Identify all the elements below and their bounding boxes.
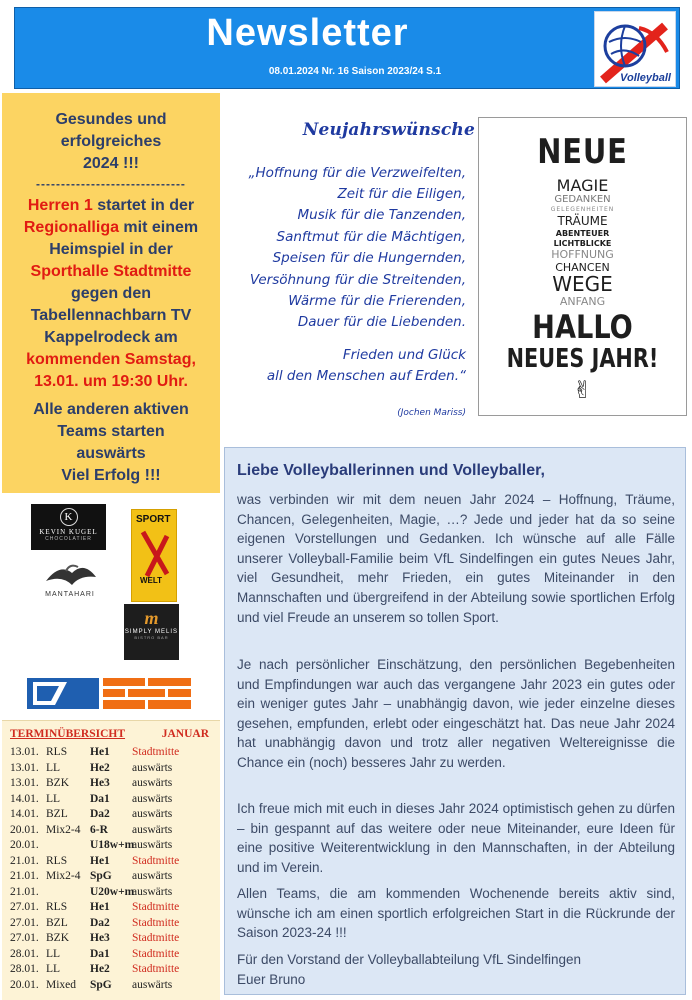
poster-word: NEUES JAHR! (506, 344, 659, 374)
schedule-team: He1 (90, 854, 110, 867)
letter-signature: Für den Vorstand der Volleyballabteilung VfL Sindelfingen (237, 952, 581, 967)
kugel-mark: K (60, 508, 78, 526)
closing-line: auswärts (76, 445, 146, 462)
announcement-line (2, 195, 220, 217)
poster-word: ABENTEUER (555, 229, 610, 238)
schedule-date: 14.01. (10, 808, 39, 820)
poster-word: HOFFNUNG (551, 248, 614, 261)
schedule-row (10, 762, 220, 777)
poster-word: CHANCEN (555, 261, 610, 274)
sponsor-sub: CHOCOLATIER (45, 536, 92, 542)
schedule-date: 14.01. (10, 792, 39, 805)
schedule-team: SpG (90, 870, 112, 882)
poem-line: Wärme für die Frierenden, (288, 293, 466, 309)
letter-paragraph: Allen Teams, die am kommenden Wochenende bereits aktiv sind, wünsche ich am einen sportlich erfolgreichen Start in die Rückrunde der Saison 2023-24 !!! (237, 886, 675, 941)
schedule-team: U18w+m (90, 839, 135, 851)
letter-signature: Euer Bruno (237, 972, 306, 987)
announcement-line (2, 305, 220, 327)
poem-line: Musik für die Tanzenden, (297, 207, 466, 223)
announcement-box (2, 93, 220, 493)
announcement-segment: Heimspiel in der (49, 241, 173, 258)
manta-icon (40, 559, 100, 589)
schedule-league: BZL (46, 808, 68, 820)
newsletter-header (14, 7, 680, 89)
schedule-date: 20.01. (10, 978, 39, 991)
schedule-league: BZL (46, 916, 68, 929)
schedule-date: 21.01. (10, 885, 39, 898)
logo-label: Volleyball (620, 72, 671, 84)
schedule-row (10, 870, 220, 885)
letter-greeting: Liebe Volleyballerinnen und Volleyballer, (237, 462, 545, 479)
schedule-league: LL (46, 947, 61, 960)
poem-line: „Hoffnung für die Verzweifelten, (248, 165, 466, 181)
schedule-row (10, 839, 220, 854)
new-year-poster (478, 117, 687, 416)
poster-word: GELEGENHEITEN (550, 206, 615, 213)
poem-line: Speisen für die Hungernden, (272, 250, 466, 266)
announcement-line (2, 239, 220, 261)
schedule-row (10, 808, 220, 823)
schedule-row (10, 948, 220, 963)
announcement-segment: Herren 1 (27, 197, 93, 214)
schedule-row (10, 886, 220, 901)
poem-author: (Jochen Mariss) (397, 408, 466, 418)
schedule-row (10, 932, 220, 947)
melis-mark: m (144, 608, 159, 628)
schedule-location: auswärts (132, 885, 173, 898)
poem-line: Zeit für die Eiligen, (337, 186, 466, 202)
schedule-location: Stadtmitte (132, 963, 180, 975)
letter-panel (224, 447, 686, 995)
sponsor-name: SPORT (136, 514, 171, 525)
schedule-location: Stadtmitte (132, 916, 180, 929)
schedule-league: RLS (46, 901, 68, 913)
schedule-location: Stadtmitte (132, 932, 180, 944)
announcement-line (2, 349, 220, 371)
schedule-team: SpG (90, 978, 112, 991)
schedule-location: auswärts (132, 839, 173, 851)
schedule-league: Mixed (46, 978, 77, 991)
poster-word: MAGIE (556, 176, 609, 195)
schedule-date: 28.01. (10, 963, 39, 975)
sponsor-name: MANTAHARI (45, 591, 95, 598)
announcement-line (2, 371, 220, 393)
schedule-league: LL (46, 963, 61, 975)
poster-word: LICHTBLICKE (553, 239, 612, 248)
schedule-row (10, 979, 220, 994)
poem-line: Versöhnung für die Streitenden, (249, 272, 466, 288)
closing-line: Viel Erfolg !!! (61, 467, 161, 484)
schedule-league: LL (46, 792, 61, 805)
sponsor-mantahari (36, 559, 104, 605)
schedule-date: 13.01. (10, 746, 39, 758)
sponsor-name: KEVIN KUGEL (39, 528, 98, 536)
poster-word: WEGE (552, 272, 613, 296)
match-announcement (2, 195, 220, 393)
schedule-team: He2 (90, 761, 110, 774)
schedule-panel (2, 720, 220, 1000)
schedule-league: BZK (46, 777, 69, 789)
schedule-date: 20.01. (10, 839, 39, 851)
schedule-row (10, 746, 220, 761)
schedule-league: Mix2-4 (46, 823, 81, 836)
schedule-date: 27.01. (10, 901, 39, 913)
schedule-date: 20.01. (10, 823, 39, 836)
poem-line: all den Menschen auf Erden.“ (266, 368, 466, 384)
poem-line: Sanftmut für die Mächtigen, (276, 229, 466, 245)
poster-word: HALLO (532, 308, 633, 346)
schedule-team: U20w+m (90, 885, 135, 898)
club-logo (594, 11, 676, 87)
headline-line: Gesundes und (55, 111, 167, 128)
schedule-row (10, 963, 220, 978)
announcement-segment: 13.01. um 19:30 Uhr. (34, 373, 188, 390)
schedule-row (10, 901, 220, 916)
schedule-league: LL (46, 761, 61, 774)
schedule-location: auswärts (132, 761, 173, 774)
schedule-league: RLS (46, 854, 68, 867)
poster-word: GEDANKEN (554, 194, 611, 205)
schedule-team: He2 (90, 963, 110, 975)
schedule-row (10, 824, 220, 839)
schedule-team: Da1 (90, 792, 110, 805)
divider: ------------------------------ (36, 177, 186, 191)
sponsor-kevin-kugel (31, 504, 106, 550)
announcement-segment: startet in der (92, 197, 195, 214)
schedule-team: He1 (90, 901, 110, 913)
schedule-row (10, 855, 220, 870)
announcement-segment: Tabellennachbarn TV (30, 307, 192, 324)
sponsor-simply-melis (124, 604, 179, 660)
poem-line: Frieden und Glück (342, 347, 466, 363)
schedule-month: JANUAR (161, 728, 209, 740)
announcement-segment: mit einem (118, 219, 199, 236)
schedule-location: auswärts (132, 808, 173, 820)
schedule-league: Mix2-4 (46, 870, 81, 882)
announcement-line (2, 283, 220, 305)
schedule-team: He3 (90, 777, 110, 789)
schedule-league: BZK (46, 932, 69, 944)
headline-line: 2024 !!! (82, 155, 140, 172)
letter-paragraph: Ich freue mich mit euch in dieses Jahr 2024 optimistisch gehen zu dürfen – bin gespannt auf das weitere oder neue Miteinander, eure Ideen für eine positive Weiterentwicklung in den Mannschaften, in der Abteilung und im Verein. (237, 801, 675, 875)
schedule-location: auswärts (132, 777, 173, 789)
schedule-team: He1 (90, 746, 110, 758)
sponsor-volksbank (27, 678, 191, 709)
schedule-date: 21.01. (10, 870, 39, 882)
schedule-date: 13.01. (10, 761, 39, 774)
schedule-row (10, 793, 220, 808)
schedule-location: Stadtmitte (132, 854, 180, 867)
schedule-team: He3 (90, 932, 110, 944)
volksbank-logo-icon (27, 678, 191, 709)
schedule-league: RLS (46, 746, 68, 758)
schedule-location: auswärts (132, 792, 173, 805)
announcement-segment: kommenden Samstag, (26, 351, 196, 368)
schedule-date: 28.01. (10, 947, 39, 960)
closing-line: Alle anderen aktiven (33, 401, 189, 418)
sponsor-sub: WELT (140, 576, 163, 585)
schedule-row (10, 917, 220, 932)
schedule-team: Da1 (90, 947, 110, 960)
sponsor-sub: BISTRO BAR (134, 635, 169, 640)
closing-line: Teams starten (57, 423, 165, 440)
announcement-segment: Regionalliga (23, 219, 119, 236)
schedule-heading (10, 728, 215, 740)
letter-paragraph: Je nach persönlicher Einschätzung, den persönlichen Begebenheiten und Empfindungen war auch das vergangene Jahr 2023 ein gutes oder ein weniger gutes Jahr – unabhängig davon, wie jeder einzelne dieses gesehen, empfunden, erlebt oder eingeschätzt hat. Das neue Jahr 2024 hat unabhängig davon und trotz aller negativen Weltereignisse die Chance ein (noch) besseres Jahr zu werden. (237, 657, 675, 770)
letter-paragraph: was verbinden wir mit dem neuen Jahr 2024 – Hoffnung, Träume, Chancen, Gelegenheiten, Magie, …? Jede und jeder hat da so seine eigenen Vorstellungen und Gedanken. Ich wünsche auf alle Fälle unserer Volleyball-Familie beim VfL Sindelfingen ein gutes Neues Jahr, viel Gesundheit, mehr Frieden, ein gutes Miteinander in den Mannschaften und übergreifend in der Abteilung sowie sportlichen Erfolg und viel Freude an unserem so tollen Sport. (237, 492, 675, 625)
poster-word: TRÄUME (557, 214, 608, 228)
schedule-row (10, 777, 220, 792)
sponsor-name: SIMPLY MELIS (124, 629, 179, 635)
schedule-location: auswärts (132, 978, 173, 991)
poster-word: ANFANG (559, 295, 606, 308)
schedule-location: Stadtmitte (132, 947, 180, 960)
schedule-location: Stadtmitte (132, 746, 180, 758)
announcement-line (2, 261, 220, 283)
announcement-segment: gegen den (70, 285, 151, 302)
schedule-team: Da2 (90, 916, 110, 929)
schedule-location: auswärts (132, 823, 173, 836)
schedule-date: 21.01. (10, 854, 39, 867)
issue-info: 08.01.2024 Nr. 16 Saison 2023/24 S.1 (268, 66, 442, 77)
headline-line: erfolgreiches (60, 133, 162, 150)
schedule-location: auswärts (132, 870, 173, 882)
poem-title: Neujahrswünsche (302, 120, 475, 140)
announcement-line (2, 217, 220, 239)
schedule-team: Da2 (90, 808, 110, 820)
schedule-date: 27.01. (10, 932, 39, 944)
sponsor-sportwelt (131, 509, 177, 602)
poster-word: NEUE (537, 132, 628, 172)
announcement-segment: Kappelrodeck am (44, 329, 178, 346)
poem-line: Dauer für die Liebenden. (297, 314, 466, 330)
schedule-location: Stadtmitte (132, 901, 180, 913)
newsletter-title: Newsletter (206, 12, 409, 54)
announcement-segment: Sporthalle Stadtmitte (30, 263, 192, 280)
schedule-date: 27.01. (10, 916, 39, 929)
schedule-title: TERMINÜBERSICHT (10, 728, 126, 740)
schedule-team: 6-R (90, 823, 108, 836)
schedule-date: 13.01. (10, 777, 39, 789)
peace-hand-icon: ✌ (572, 376, 593, 404)
announcement-line (2, 327, 220, 349)
